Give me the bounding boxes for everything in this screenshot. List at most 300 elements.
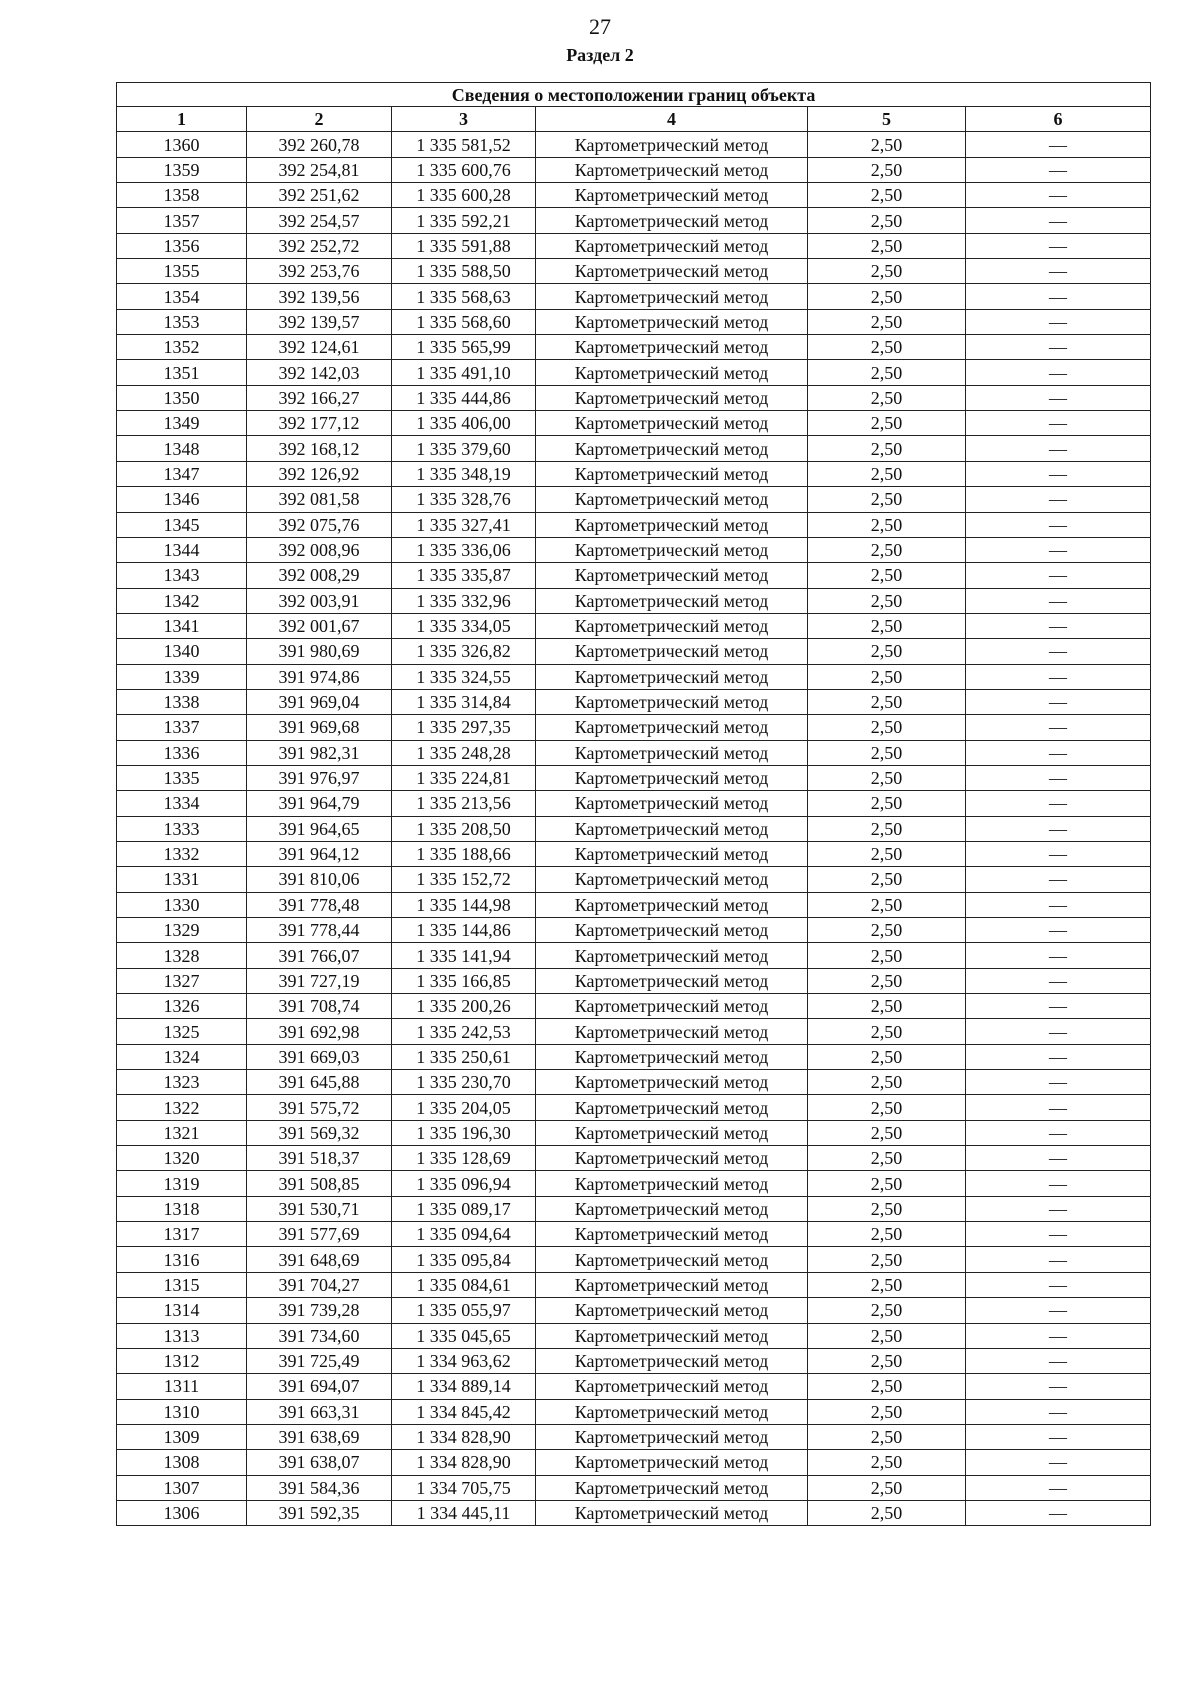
accuracy-cell: 2,50 xyxy=(808,1298,966,1323)
x-coordinate-cell: 391 974,86 xyxy=(247,664,392,689)
x-coordinate-cell: 391 969,04 xyxy=(247,689,392,714)
accuracy-cell: 2,50 xyxy=(808,639,966,664)
x-coordinate-cell: 391 708,74 xyxy=(247,994,392,1019)
note-cell: — xyxy=(966,816,1151,841)
point-number-cell: 1344 xyxy=(117,537,247,562)
method-cell: Картометрический метод xyxy=(536,385,808,410)
point-number-cell: 1336 xyxy=(117,740,247,765)
table-row xyxy=(117,867,1151,892)
y-coordinate-cell: 1 335 297,35 xyxy=(392,715,536,740)
note-cell: — xyxy=(966,918,1151,943)
method-cell: Картометрический метод xyxy=(536,1120,808,1145)
y-coordinate-cell: 1 335 248,28 xyxy=(392,740,536,765)
note-cell: — xyxy=(966,968,1151,993)
y-coordinate-cell: 1 335 095,84 xyxy=(392,1247,536,1272)
accuracy-cell: 2,50 xyxy=(808,1374,966,1399)
method-cell: Картометрический метод xyxy=(536,1171,808,1196)
y-coordinate-cell: 1 335 208,50 xyxy=(392,816,536,841)
x-coordinate-cell: 391 584,36 xyxy=(247,1475,392,1500)
accuracy-cell: 2,50 xyxy=(808,487,966,512)
point-number-cell: 1311 xyxy=(117,1374,247,1399)
x-coordinate-cell: 391 692,98 xyxy=(247,1019,392,1044)
point-number-cell: 1340 xyxy=(117,639,247,664)
x-coordinate-cell: 391 725,49 xyxy=(247,1348,392,1373)
method-cell: Картометрический метод xyxy=(536,639,808,664)
point-number-cell: 1351 xyxy=(117,360,247,385)
point-number-cell: 1333 xyxy=(117,816,247,841)
point-number-cell: 1353 xyxy=(117,309,247,334)
accuracy-cell: 2,50 xyxy=(808,1272,966,1297)
method-cell: Картометрический метод xyxy=(536,1348,808,1373)
accuracy-cell: 2,50 xyxy=(808,791,966,816)
y-coordinate-cell: 1 335 588,50 xyxy=(392,259,536,284)
accuracy-cell: 2,50 xyxy=(808,1247,966,1272)
x-coordinate-cell: 392 008,96 xyxy=(247,537,392,562)
note-cell: — xyxy=(966,1146,1151,1171)
method-cell: Картометрический метод xyxy=(536,1070,808,1095)
x-coordinate-cell: 392 075,76 xyxy=(247,512,392,537)
y-coordinate-cell: 1 335 332,96 xyxy=(392,588,536,613)
y-coordinate-cell: 1 335 144,86 xyxy=(392,918,536,943)
table-row xyxy=(117,1196,1151,1221)
accuracy-cell: 2,50 xyxy=(808,1399,966,1424)
x-coordinate-cell: 392 139,56 xyxy=(247,284,392,309)
accuracy-cell: 2,50 xyxy=(808,411,966,436)
point-number-cell: 1321 xyxy=(117,1120,247,1145)
y-coordinate-cell: 1 334 445,11 xyxy=(392,1500,536,1525)
table-row xyxy=(117,588,1151,613)
y-coordinate-cell: 1 335 230,70 xyxy=(392,1070,536,1095)
point-number-cell: 1348 xyxy=(117,436,247,461)
table-row xyxy=(117,715,1151,740)
point-number-cell: 1358 xyxy=(117,183,247,208)
table-row xyxy=(117,487,1151,512)
table-row xyxy=(117,183,1151,208)
accuracy-cell: 2,50 xyxy=(808,360,966,385)
accuracy-cell: 2,50 xyxy=(808,715,966,740)
method-cell: Картометрический метод xyxy=(536,1019,808,1044)
accuracy-cell: 2,50 xyxy=(808,208,966,233)
accuracy-cell: 2,50 xyxy=(808,183,966,208)
note-cell: — xyxy=(966,411,1151,436)
method-cell: Картометрический метод xyxy=(536,1323,808,1348)
x-coordinate-cell: 392 254,57 xyxy=(247,208,392,233)
method-cell: Картометрический метод xyxy=(536,360,808,385)
table-row xyxy=(117,1399,1151,1424)
point-number-cell: 1324 xyxy=(117,1044,247,1069)
method-cell: Картометрический метод xyxy=(536,132,808,157)
note-cell: — xyxy=(966,1222,1151,1247)
accuracy-cell: 2,50 xyxy=(808,1500,966,1525)
x-coordinate-cell: 392 260,78 xyxy=(247,132,392,157)
y-coordinate-cell: 1 335 600,76 xyxy=(392,157,536,182)
x-coordinate-cell: 391 980,69 xyxy=(247,639,392,664)
column-header-1: 1 xyxy=(117,107,247,132)
method-cell: Картометрический метод xyxy=(536,867,808,892)
x-coordinate-cell: 391 577,69 xyxy=(247,1222,392,1247)
note-cell: — xyxy=(966,1120,1151,1145)
method-cell: Картометрический метод xyxy=(536,1272,808,1297)
method-cell: Картометрический метод xyxy=(536,689,808,714)
table-row xyxy=(117,335,1151,360)
method-cell: Картометрический метод xyxy=(536,841,808,866)
y-coordinate-cell: 1 335 591,88 xyxy=(392,233,536,258)
x-coordinate-cell: 391 638,69 xyxy=(247,1424,392,1449)
point-number-cell: 1360 xyxy=(117,132,247,157)
method-cell: Картометрический метод xyxy=(536,537,808,562)
note-cell: — xyxy=(966,943,1151,968)
x-coordinate-cell: 391 778,48 xyxy=(247,892,392,917)
table-row xyxy=(117,233,1151,258)
y-coordinate-cell: 1 335 334,05 xyxy=(392,613,536,638)
point-number-cell: 1341 xyxy=(117,613,247,638)
point-number-cell: 1352 xyxy=(117,335,247,360)
x-coordinate-cell: 392 166,27 xyxy=(247,385,392,410)
note-cell: — xyxy=(966,1247,1151,1272)
note-cell: — xyxy=(966,1095,1151,1120)
column-header-3: 3 xyxy=(392,107,536,132)
y-coordinate-cell: 1 334 845,42 xyxy=(392,1399,536,1424)
point-number-cell: 1355 xyxy=(117,259,247,284)
page-number: 27 xyxy=(589,14,611,39)
method-cell: Картометрический метод xyxy=(536,740,808,765)
method-cell: Картометрический метод xyxy=(536,259,808,284)
note-cell: — xyxy=(966,233,1151,258)
y-coordinate-cell: 1 335 166,85 xyxy=(392,968,536,993)
y-coordinate-cell: 1 335 204,05 xyxy=(392,1095,536,1120)
point-number-cell: 1320 xyxy=(117,1146,247,1171)
method-cell: Картометрический метод xyxy=(536,1424,808,1449)
accuracy-cell: 2,50 xyxy=(808,385,966,410)
accuracy-cell: 2,50 xyxy=(808,765,966,790)
method-cell: Картометрический метод xyxy=(536,664,808,689)
x-coordinate-cell: 392 251,62 xyxy=(247,183,392,208)
y-coordinate-cell: 1 335 592,21 xyxy=(392,208,536,233)
accuracy-cell: 2,50 xyxy=(808,1120,966,1145)
table-row xyxy=(117,765,1151,790)
point-number-cell: 1338 xyxy=(117,689,247,714)
table-row xyxy=(117,689,1151,714)
method-cell: Картометрический метод xyxy=(536,892,808,917)
table-row xyxy=(117,1044,1151,1069)
x-coordinate-cell: 391 508,85 xyxy=(247,1171,392,1196)
y-coordinate-cell: 1 335 565,99 xyxy=(392,335,536,360)
point-number-cell: 1326 xyxy=(117,994,247,1019)
x-coordinate-cell: 392 142,03 xyxy=(247,360,392,385)
column-header-6: 6 xyxy=(966,107,1151,132)
method-cell: Картометрический метод xyxy=(536,563,808,588)
point-number-cell: 1357 xyxy=(117,208,247,233)
y-coordinate-cell: 1 335 250,61 xyxy=(392,1044,536,1069)
note-cell: — xyxy=(966,309,1151,334)
column-header-4: 4 xyxy=(536,107,808,132)
point-number-cell: 1356 xyxy=(117,233,247,258)
point-number-cell: 1323 xyxy=(117,1070,247,1095)
note-cell: — xyxy=(966,1196,1151,1221)
note-cell: — xyxy=(966,385,1151,410)
x-coordinate-cell: 391 518,37 xyxy=(247,1146,392,1171)
table-row xyxy=(117,360,1151,385)
note-cell: — xyxy=(966,1450,1151,1475)
note-cell: — xyxy=(966,563,1151,588)
accuracy-cell: 2,50 xyxy=(808,436,966,461)
x-coordinate-cell: 391 638,07 xyxy=(247,1450,392,1475)
x-coordinate-cell: 391 645,88 xyxy=(247,1070,392,1095)
method-cell: Картометрический метод xyxy=(536,588,808,613)
point-number-cell: 1318 xyxy=(117,1196,247,1221)
x-coordinate-cell: 392 081,58 xyxy=(247,487,392,512)
note-cell: — xyxy=(966,1475,1151,1500)
x-coordinate-cell: 391 739,28 xyxy=(247,1298,392,1323)
y-coordinate-cell: 1 335 096,94 xyxy=(392,1171,536,1196)
accuracy-cell: 2,50 xyxy=(808,1146,966,1171)
point-number-cell: 1331 xyxy=(117,867,247,892)
method-cell: Картометрический метод xyxy=(536,309,808,334)
coordinates-table xyxy=(116,82,1151,1526)
note-cell: — xyxy=(966,1171,1151,1196)
note-cell: — xyxy=(966,1044,1151,1069)
table-caption: Сведения о местоположении границ объекта xyxy=(117,83,1151,107)
x-coordinate-cell: 391 976,97 xyxy=(247,765,392,790)
method-cell: Картометрический метод xyxy=(536,943,808,968)
accuracy-cell: 2,50 xyxy=(808,943,966,968)
method-cell: Картометрический метод xyxy=(536,613,808,638)
point-number-cell: 1307 xyxy=(117,1475,247,1500)
note-cell: — xyxy=(966,588,1151,613)
y-coordinate-cell: 1 335 242,53 xyxy=(392,1019,536,1044)
note-cell: — xyxy=(966,512,1151,537)
accuracy-cell: 2,50 xyxy=(808,816,966,841)
table-row xyxy=(117,157,1151,182)
method-cell: Картометрический метод xyxy=(536,512,808,537)
y-coordinate-cell: 1 335 324,55 xyxy=(392,664,536,689)
point-number-cell: 1322 xyxy=(117,1095,247,1120)
table-body xyxy=(117,132,1151,1526)
accuracy-cell: 2,50 xyxy=(808,968,966,993)
accuracy-cell: 2,50 xyxy=(808,1044,966,1069)
note-cell: — xyxy=(966,183,1151,208)
y-coordinate-cell: 1 335 348,19 xyxy=(392,461,536,486)
y-coordinate-cell: 1 335 444,86 xyxy=(392,385,536,410)
accuracy-cell: 2,50 xyxy=(808,1348,966,1373)
table-row xyxy=(117,1424,1151,1449)
note-cell: — xyxy=(966,132,1151,157)
accuracy-cell: 2,50 xyxy=(808,157,966,182)
accuracy-cell: 2,50 xyxy=(808,1323,966,1348)
point-number-cell: 1306 xyxy=(117,1500,247,1525)
method-cell: Картометрический метод xyxy=(536,1146,808,1171)
method-cell: Картометрический метод xyxy=(536,1450,808,1475)
x-coordinate-cell: 391 569,32 xyxy=(247,1120,392,1145)
x-coordinate-cell: 392 139,57 xyxy=(247,309,392,334)
note-cell: — xyxy=(966,1272,1151,1297)
point-number-cell: 1315 xyxy=(117,1272,247,1297)
accuracy-cell: 2,50 xyxy=(808,867,966,892)
x-coordinate-cell: 391 592,35 xyxy=(247,1500,392,1525)
note-cell: — xyxy=(966,689,1151,714)
y-coordinate-cell: 1 335 491,10 xyxy=(392,360,536,385)
table-row xyxy=(117,1272,1151,1297)
y-coordinate-cell: 1 335 188,66 xyxy=(392,841,536,866)
method-cell: Картометрический метод xyxy=(536,1500,808,1525)
method-cell: Картометрический метод xyxy=(536,436,808,461)
accuracy-cell: 2,50 xyxy=(808,918,966,943)
method-cell: Картометрический метод xyxy=(536,1222,808,1247)
table-row xyxy=(117,613,1151,638)
method-cell: Картометрический метод xyxy=(536,233,808,258)
accuracy-cell: 2,50 xyxy=(808,537,966,562)
method-cell: Картометрический метод xyxy=(536,1044,808,1069)
x-coordinate-cell: 391 694,07 xyxy=(247,1374,392,1399)
method-cell: Картометрический метод xyxy=(536,1298,808,1323)
x-coordinate-cell: 391 810,06 xyxy=(247,867,392,892)
y-coordinate-cell: 1 334 828,90 xyxy=(392,1450,536,1475)
table-row xyxy=(117,1019,1151,1044)
y-coordinate-cell: 1 335 326,82 xyxy=(392,639,536,664)
point-number-cell: 1343 xyxy=(117,563,247,588)
method-cell: Картометрический метод xyxy=(536,284,808,309)
accuracy-cell: 2,50 xyxy=(808,1424,966,1449)
y-coordinate-cell: 1 335 055,97 xyxy=(392,1298,536,1323)
method-cell: Картометрический метод xyxy=(536,715,808,740)
table-row xyxy=(117,1247,1151,1272)
point-number-cell: 1319 xyxy=(117,1171,247,1196)
x-coordinate-cell: 391 704,27 xyxy=(247,1272,392,1297)
method-cell: Картометрический метод xyxy=(536,1095,808,1120)
y-coordinate-cell: 1 335 200,26 xyxy=(392,994,536,1019)
table-row xyxy=(117,411,1151,436)
table-row xyxy=(117,1374,1151,1399)
method-cell: Картометрический метод xyxy=(536,1374,808,1399)
point-number-cell: 1354 xyxy=(117,284,247,309)
x-coordinate-cell: 391 964,79 xyxy=(247,791,392,816)
x-coordinate-cell: 391 982,31 xyxy=(247,740,392,765)
point-number-cell: 1313 xyxy=(117,1323,247,1348)
note-cell: — xyxy=(966,892,1151,917)
note-cell: — xyxy=(966,1500,1151,1525)
table-row xyxy=(117,943,1151,968)
method-cell: Картометрический метод xyxy=(536,765,808,790)
accuracy-cell: 2,50 xyxy=(808,259,966,284)
method-cell: Картометрический метод xyxy=(536,994,808,1019)
x-coordinate-cell: 392 126,92 xyxy=(247,461,392,486)
method-cell: Картометрический метод xyxy=(536,1247,808,1272)
point-number-cell: 1308 xyxy=(117,1450,247,1475)
accuracy-cell: 2,50 xyxy=(808,461,966,486)
table-row xyxy=(117,1348,1151,1373)
accuracy-cell: 2,50 xyxy=(808,284,966,309)
table-row xyxy=(117,1120,1151,1145)
accuracy-cell: 2,50 xyxy=(808,512,966,537)
note-cell: — xyxy=(966,664,1151,689)
note-cell: — xyxy=(966,436,1151,461)
point-number-cell: 1327 xyxy=(117,968,247,993)
y-coordinate-cell: 1 334 889,14 xyxy=(392,1374,536,1399)
method-cell: Картометрический метод xyxy=(536,918,808,943)
table-row xyxy=(117,816,1151,841)
point-number-cell: 1325 xyxy=(117,1019,247,1044)
y-coordinate-cell: 1 335 152,72 xyxy=(392,867,536,892)
method-cell: Картометрический метод xyxy=(536,487,808,512)
accuracy-cell: 2,50 xyxy=(808,1171,966,1196)
table-row xyxy=(117,639,1151,664)
note-cell: — xyxy=(966,1323,1151,1348)
note-cell: — xyxy=(966,360,1151,385)
x-coordinate-cell: 392 168,12 xyxy=(247,436,392,461)
y-coordinate-cell: 1 334 963,62 xyxy=(392,1348,536,1373)
point-number-cell: 1335 xyxy=(117,765,247,790)
x-coordinate-cell: 391 766,07 xyxy=(247,943,392,968)
table-row xyxy=(117,1095,1151,1120)
y-coordinate-cell: 1 335 045,65 xyxy=(392,1323,536,1348)
y-coordinate-cell: 1 335 328,76 xyxy=(392,487,536,512)
column-header-5: 5 xyxy=(808,107,966,132)
table-header-row xyxy=(117,107,1151,132)
table-row xyxy=(117,385,1151,410)
accuracy-cell: 2,50 xyxy=(808,309,966,334)
point-number-cell: 1339 xyxy=(117,664,247,689)
table-row xyxy=(117,309,1151,334)
table-row xyxy=(117,740,1151,765)
x-coordinate-cell: 391 778,44 xyxy=(247,918,392,943)
y-coordinate-cell: 1 335 128,69 xyxy=(392,1146,536,1171)
note-cell: — xyxy=(966,740,1151,765)
method-cell: Картометрический метод xyxy=(536,791,808,816)
note-cell: — xyxy=(966,994,1151,1019)
point-number-cell: 1309 xyxy=(117,1424,247,1449)
x-coordinate-cell: 392 254,81 xyxy=(247,157,392,182)
accuracy-cell: 2,50 xyxy=(808,1070,966,1095)
method-cell: Картометрический метод xyxy=(536,461,808,486)
point-number-cell: 1310 xyxy=(117,1399,247,1424)
x-coordinate-cell: 391 727,19 xyxy=(247,968,392,993)
table-row xyxy=(117,1298,1151,1323)
note-cell: — xyxy=(966,259,1151,284)
point-number-cell: 1328 xyxy=(117,943,247,968)
point-number-cell: 1316 xyxy=(117,1247,247,1272)
point-number-cell: 1342 xyxy=(117,588,247,613)
y-coordinate-cell: 1 335 196,30 xyxy=(392,1120,536,1145)
y-coordinate-cell: 1 335 314,84 xyxy=(392,689,536,714)
table-row xyxy=(117,841,1151,866)
y-coordinate-cell: 1 335 581,52 xyxy=(392,132,536,157)
accuracy-cell: 2,50 xyxy=(808,1019,966,1044)
x-coordinate-cell: 392 124,61 xyxy=(247,335,392,360)
y-coordinate-cell: 1 335 224,81 xyxy=(392,765,536,790)
y-coordinate-cell: 1 335 600,28 xyxy=(392,183,536,208)
y-coordinate-cell: 1 335 568,63 xyxy=(392,284,536,309)
table-row xyxy=(117,1222,1151,1247)
point-number-cell: 1349 xyxy=(117,411,247,436)
point-number-cell: 1329 xyxy=(117,918,247,943)
y-coordinate-cell: 1 335 568,60 xyxy=(392,309,536,334)
table-row xyxy=(117,208,1151,233)
x-coordinate-cell: 391 734,60 xyxy=(247,1323,392,1348)
point-number-cell: 1314 xyxy=(117,1298,247,1323)
method-cell: Картометрический метод xyxy=(536,183,808,208)
note-cell: — xyxy=(966,1399,1151,1424)
point-number-cell: 1317 xyxy=(117,1222,247,1247)
x-coordinate-cell: 392 177,12 xyxy=(247,411,392,436)
section-title: Раздел 2 xyxy=(566,45,634,65)
table-row xyxy=(117,563,1151,588)
x-coordinate-cell: 391 969,68 xyxy=(247,715,392,740)
y-coordinate-cell: 1 334 828,90 xyxy=(392,1424,536,1449)
point-number-cell: 1345 xyxy=(117,512,247,537)
table-row xyxy=(117,791,1151,816)
table-row xyxy=(117,1500,1151,1525)
note-cell: — xyxy=(966,461,1151,486)
